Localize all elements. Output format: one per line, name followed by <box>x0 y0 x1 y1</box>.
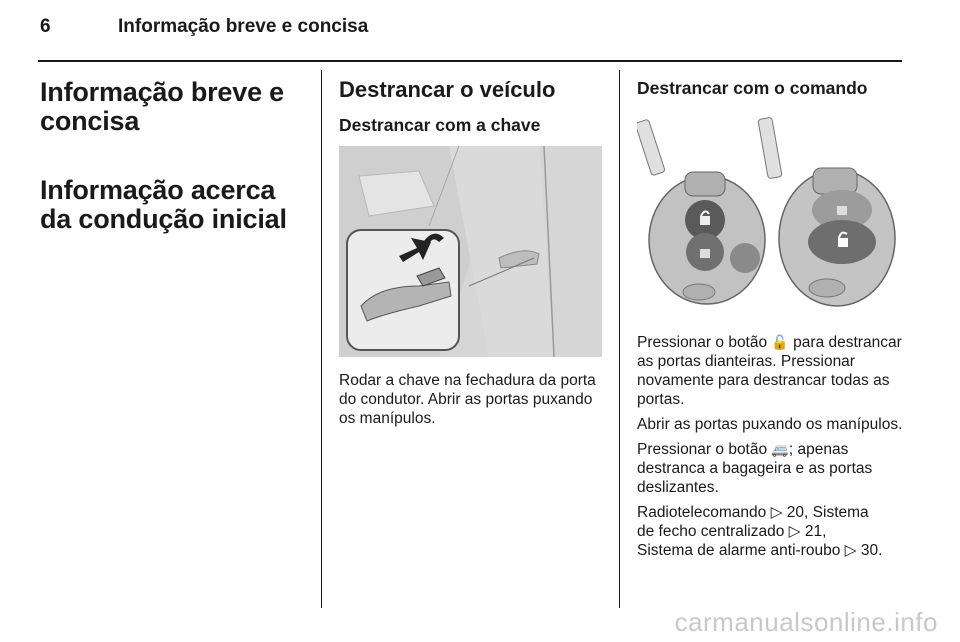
subheading-remote: Destrancar com o comando <box>637 78 868 98</box>
column-2 <box>339 78 603 135</box>
paragraph-unlock-button: Pressionar o botão 🔓 para destrancar as portas dianteiras. Pressionar novamente para destrancar todas as portas. <box>637 334 902 408</box>
arrow-ref-icon: ▷ <box>844 542 857 559</box>
van-rear-icon: 🚐 <box>771 441 789 457</box>
paragraph-open-doors: Abrir as portas puxando os manípulos. <box>637 416 903 433</box>
section-heading: Informação acerca da condução inicial <box>40 175 287 234</box>
subheading-key: Destrancar com a chave <box>339 115 541 135</box>
arrow-ref-icon: ▷ <box>770 504 783 521</box>
remote-instructions <box>637 333 903 566</box>
ref-link[interactable]: 20 <box>786 504 805 521</box>
paragraph-van-button: Pressionar o botão 🚐; apenas destranca a bagageira e as portas deslizantes. <box>637 441 873 496</box>
ref-link[interactable]: 21 <box>804 523 823 540</box>
ref-link[interactable]: 30 <box>860 542 879 559</box>
page-number: 6 <box>40 16 51 37</box>
section-heading-unlock: Destrancar o veículo <box>339 77 556 102</box>
door-lock-illustration <box>339 146 602 357</box>
column-divider-2 <box>619 70 620 608</box>
column-3 <box>637 78 903 98</box>
cross-references: Radiotelecomando ▷ 20, Sistema de fecho centralizado ▷ 21, Sistema de alarme anti-roubo ▷ 30. <box>637 504 883 559</box>
column-divider-1 <box>321 70 322 608</box>
watermark: carmanualsonline.info <box>674 607 938 637</box>
paragraph-key-instructions: Rodar a chave na fechadura da porta do condutor. Abrir as portas puxando os manípulos. <box>339 372 596 427</box>
column-1 <box>40 78 310 234</box>
unlock-icon: 🔓 <box>771 334 789 350</box>
running-header: Informação breve e concisa <box>118 16 369 37</box>
chapter-heading: Informação breve e concisa <box>40 77 285 136</box>
arrow-ref-icon: ▷ <box>788 523 801 540</box>
remote-key-illustration <box>637 110 900 322</box>
header-rule <box>38 60 902 62</box>
